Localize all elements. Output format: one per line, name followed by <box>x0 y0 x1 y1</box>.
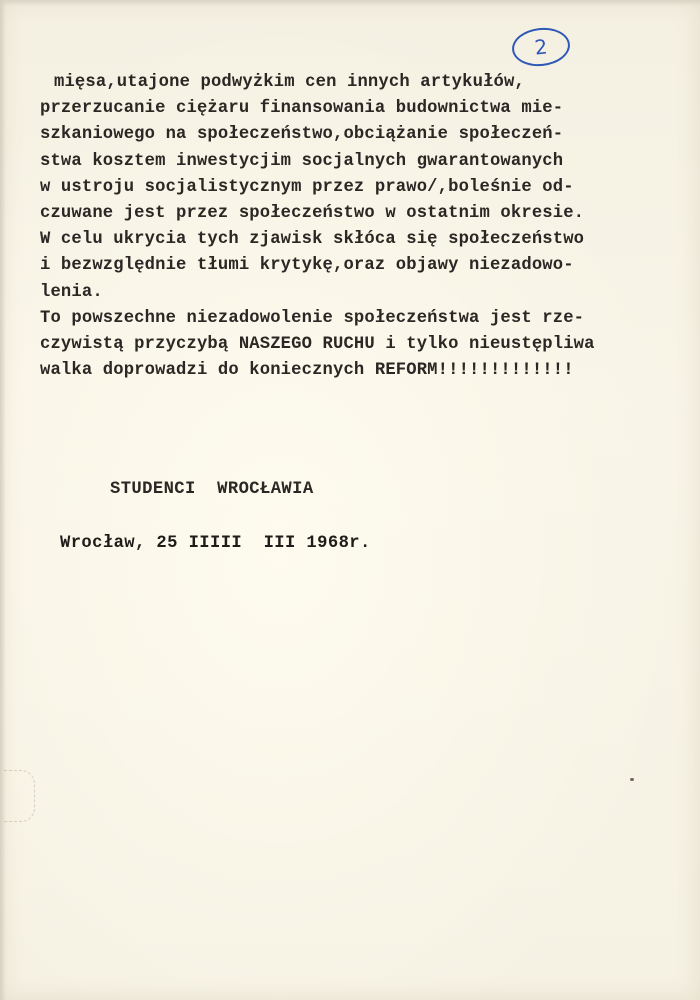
body-line-11: czywistą przyczybą NASZEGO RUCHU i tylko nieustępliwa <box>40 335 595 355</box>
body-line-10: To powszechne niezadowolenie społeczeństwa jest rze- <box>40 308 585 328</box>
body-line-4: stwa kosztem inwestycjim socjalnych gwarantowanych <box>40 151 564 171</box>
page-number-circled: 2 <box>510 25 572 69</box>
body-line-9: lenia. <box>40 282 103 302</box>
body-line-2: przerzucanie ciężaru finansowania budownictwa mie- <box>40 99 564 119</box>
body-line-6: czuwane jest przez społeczeństwo w ostatnim okresie. <box>40 204 585 224</box>
paper-tear-mark <box>4 770 35 822</box>
signature-line: STUDENCI WROCŁAWIA <box>110 480 314 499</box>
body-line-12: walka doprowadzi do koniecznych REFORM!!!!!!!!!!!!! <box>40 361 574 381</box>
date-line: Wrocław, 25 IIIII III 1968r. <box>60 534 371 553</box>
body-line-1: mięsa,utajone podwyżkim cen innych artykułów, <box>54 73 525 92</box>
body-line-8: i bezwzględnie tłumi krytykę,oraz objawy niezadowo- <box>40 256 574 276</box>
paper-edge-left <box>0 0 6 1000</box>
body-line-3: szkaniowego na społeczeństwo,obciążanie społeczeń- <box>40 125 564 145</box>
body-line-7: W celu ukrycia tych zjawisk skłóca się społeczeństwo <box>40 230 585 250</box>
typed-body-text <box>40 70 680 384</box>
paper-edge-top <box>0 0 700 6</box>
body-line-5: w ustroju socjalistycznym przez prawo/,boleśnie od- <box>40 177 574 197</box>
ink-speck <box>630 778 634 781</box>
